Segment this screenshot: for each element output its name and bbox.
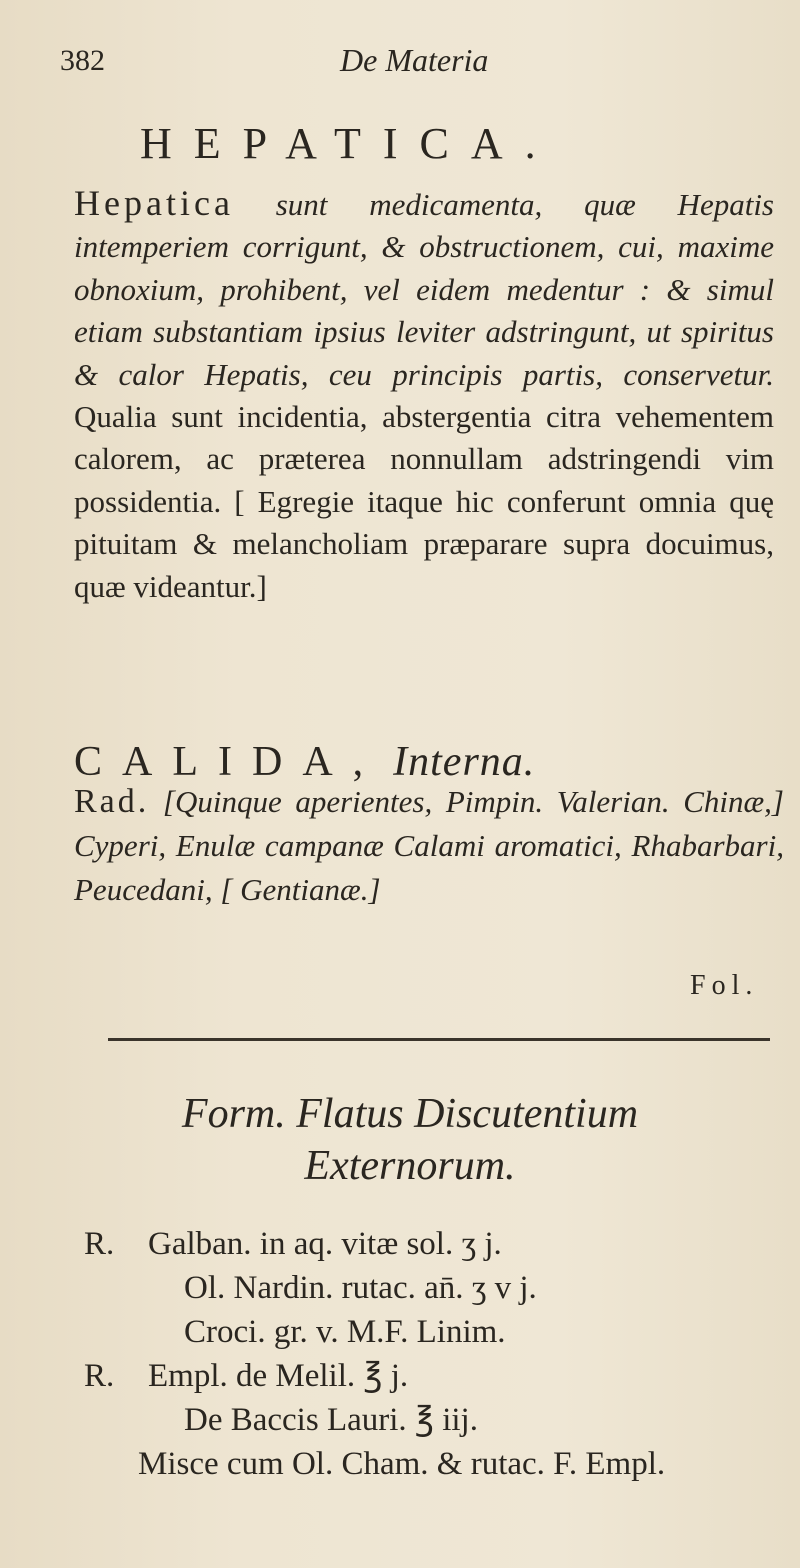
recipe-line: [84, 1442, 800, 1486]
recipe-text: Ol. Nardin. rutac. an̄. ʒ v j.: [184, 1270, 537, 1306]
page-header: [60, 38, 760, 86]
recipe-line: [84, 1354, 800, 1398]
form-title-line-1: Form. Flatus Discutentium: [181, 1091, 639, 1137]
recipe-text: Croci. gr. v. M.F. Linim.: [184, 1314, 506, 1350]
recipe-text: Misce cum Ol. Cham. & rutac. F. Empl.: [138, 1446, 666, 1482]
recipe-text: De Baccis Lauri. ℥ iij.: [184, 1402, 478, 1438]
recipe-symbol: R.: [84, 1226, 115, 1262]
calida-heading-italic: Interna.: [393, 739, 536, 785]
recipe-line: [84, 1398, 800, 1442]
paragraph-roman-text: Qualia sunt incidentia, abstergentia citra vehementem calorem, ac præterea nonnullam adstringendi vim possidentia. [ Egregie itaque hic conferunt omnia quę pituitam & melancholiam præparare supra docuimus, quæ videantur.]: [74, 399, 774, 604]
form-title: [60, 1088, 760, 1192]
catchword: Fol.: [690, 970, 759, 1001]
hepatica-paragraph: [74, 182, 774, 608]
section-heading-calida: [74, 738, 774, 786]
calida-heading-caps: CALIDA,: [74, 739, 384, 785]
paragraph-lead-word: Hepatica: [74, 183, 234, 223]
horizontal-rule: [108, 1038, 770, 1041]
recipe-text: Empl. de Melil. ℥ j.: [148, 1358, 409, 1394]
recipe-symbol: R.: [84, 1358, 115, 1394]
rad-lead: Rad.: [74, 783, 150, 820]
rad-paragraph: [74, 780, 784, 912]
recipe-line: [84, 1266, 800, 1310]
page-number: 382: [60, 44, 105, 77]
paragraph-italic-text: sunt medicamenta, quæ Hepatis intemperiem corrigunt, & obstructionem, cui, maxime obnoxium, prohibent, vel eidem medentur : & simul etiam substantiam ipsius leviter adstringunt, ut spiritus & calor Hepatis, ceu principis partis, conservetur.: [74, 187, 774, 392]
form-title-line-2: Externorum.: [304, 1143, 516, 1189]
recipe-block: [84, 1222, 800, 1486]
rad-list: [Quinque aperientes, Pimpin. Valerian. Chinæ,] Cyperi, Enulæ campanæ Calami aromatici, Rhabarbari, Peucedani, [ Gentianæ.]: [74, 784, 784, 907]
recipe-line: [84, 1222, 800, 1266]
running-head: De Materia: [340, 42, 489, 78]
section-heading-hepatica: HEPATICA.: [140, 119, 558, 168]
recipe-line: [84, 1310, 800, 1354]
recipe-text: Galban. in aq. vitæ sol. ʒ j.: [148, 1226, 502, 1262]
